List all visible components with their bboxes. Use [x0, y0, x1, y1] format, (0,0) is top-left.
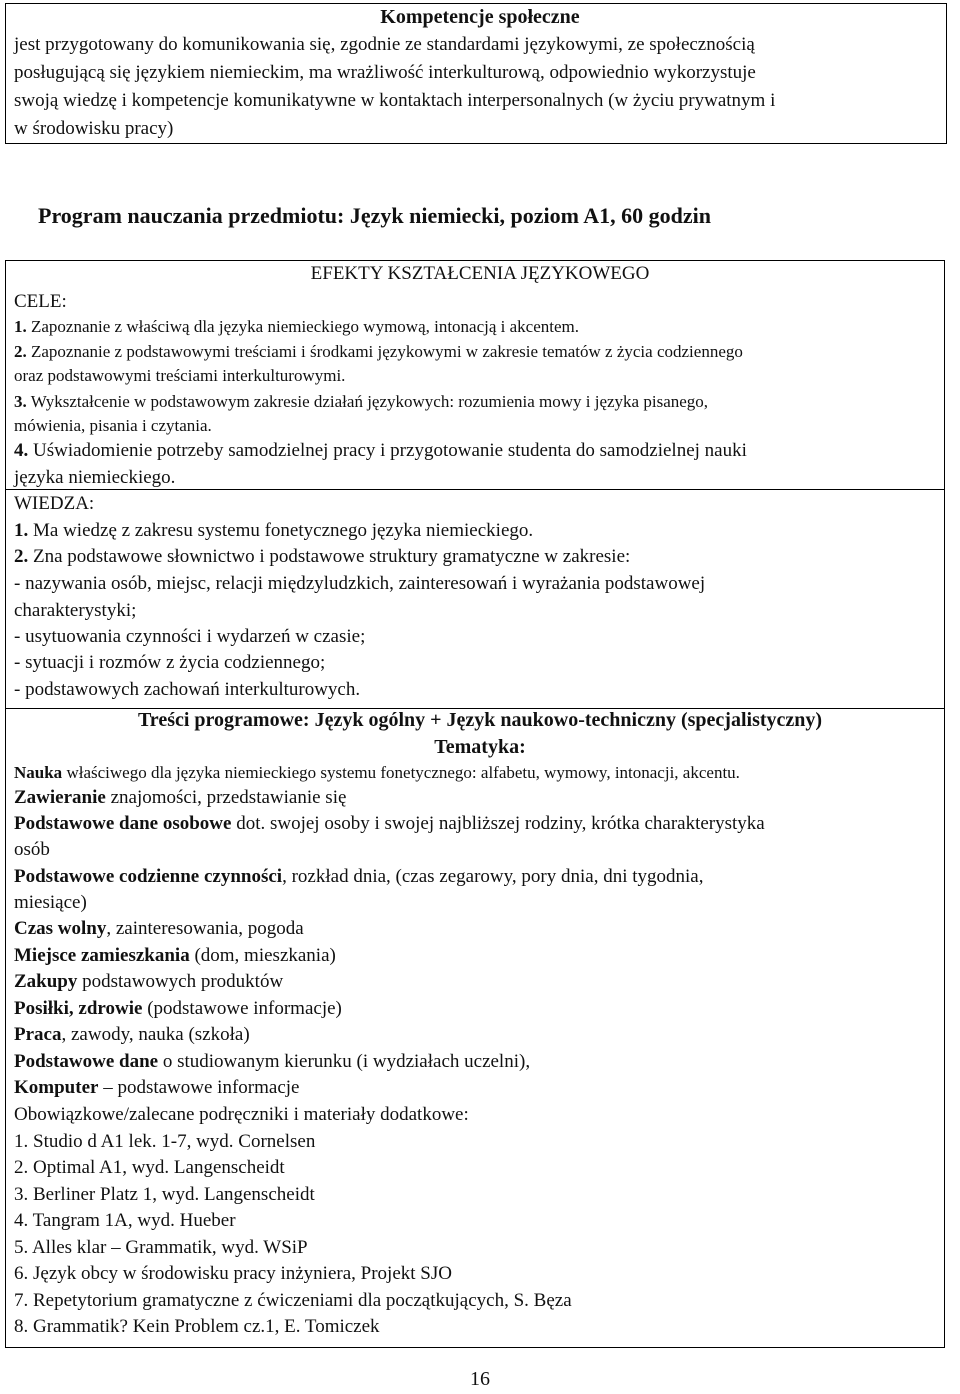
goal-3-cont: mówienia, pisania i czytania. [14, 416, 212, 435]
book-1: 1. Studio d A1 lek. 1-7, wyd. Cornelsen [14, 1131, 316, 1152]
topic-7: Zakupy podstawowych produktów [14, 971, 284, 992]
wiedza-sub-1: - nazywania osób, miejsc, relacji międzyludzkich, zainteresowań i wyrażania podstawowej [14, 573, 706, 594]
goal-3: 3. Wykształcenie w podstawowym zakresie działań językowych: rozumienia mowy i języka pisanego, [14, 392, 709, 411]
topic-9: Praca, zawody, nauka (szkoła) [14, 1024, 250, 1045]
book-2: 2. Optimal A1, wyd. Langenscheidt [14, 1157, 285, 1178]
wiedza-sub-4: - sytuacji i rozmów z życia codziennego; [14, 652, 326, 673]
goal-4-cont: języka niemieckiego. [14, 467, 176, 488]
topic-4: Podstawowe codzienne czynności, rozkład dnia, (czas zegarowy, pory dnia, dni tygodnia, [14, 866, 704, 887]
competence-line-2: posługującą się językiem niemieckim, ma wrażliwość interkulturową, odpowiednio wykorzystuje [14, 62, 756, 83]
topic-1: Nauka właściwego dla języka niemieckiego systemu fonetycznego: alfabetu, wymowy, intonacji, akcentu. [14, 763, 740, 782]
books-heading: Obowiązkowe/zalecane podręczniki i materiały dodatkowe: [14, 1104, 469, 1125]
book-3: 3. Berliner Platz 1, wyd. Langenscheidt [14, 1184, 315, 1205]
competence-line-4: w środowisku pracy) [14, 118, 174, 139]
competence-heading: Kompetencje społeczne [380, 6, 580, 28]
topic-3: Podstawowe dane osobowe dot. swojej osoby i swojej najbliższej rodziny, krótka charakterystyka [14, 813, 765, 834]
wiedza-sub-5: - podstawowych zachowań interkulturowych. [14, 679, 361, 700]
topic-4-cont: miesiące) [14, 892, 87, 913]
wiedza-sub-2: charakterystyki; [14, 600, 137, 621]
book-7: 7. Repetytorium gramatyczne z ćwiczeniami dla początkujących, S. Bęza [14, 1290, 572, 1311]
topic-3-cont: osób [14, 839, 50, 860]
competence-line-1: jest przygotowany do komunikowania się, zgodnie ze standardami językowymi, ze społecznością [14, 34, 755, 55]
competence-line-3: swoją wiedzę i kompetencje komunikatywne w kontaktach interpersonalnych (w życiu prywatnym i [14, 90, 776, 111]
goal-1: 1. Zapoznanie z właściwą dla języka niemieckiego wymową, intonacją i akcentem. [14, 317, 580, 336]
wiedza-label: WIEDZA: [14, 493, 95, 514]
book-8: 8. Grammatik? Kein Problem cz.1, E. Tomiczek [14, 1316, 380, 1337]
wiedza-item-1: 1. Ma wiedzę z zakresu systemu fonetycznego języka niemieckiego. [14, 520, 534, 541]
page-number: 16 [470, 1368, 490, 1390]
book-6: 6. Język obcy w środowisku pracy inżyniera, Projekt SJO [14, 1263, 452, 1284]
wiedza-sub-3: - usytuowania czynności i wydarzeń w czasie; [14, 626, 366, 647]
topic-11: Komputer – podstawowe informacje [14, 1077, 300, 1098]
program-title: Program nauczania przedmiotu: Język niemiecki, poziom A1, 60 godzin [38, 203, 711, 228]
topic-6: Miejsce zamieszkania (dom, mieszkania) [14, 945, 336, 966]
topic-8: Posiłki, zdrowie (podstawowe informacje) [14, 998, 342, 1019]
topic-2: Zawieranie znajomości, przedstawianie się [14, 787, 347, 808]
wiedza-item-2: 2. Zna podstawowe słownictwo i podstawowe struktury gramatyczne w zakresie: [14, 546, 631, 567]
topic-5: Czas wolny, zainteresowania, pogoda [14, 918, 304, 939]
book-5: 5. Alles klar – Grammatik, wyd. WSiP [14, 1237, 308, 1258]
book-4: 4. Tangram 1A, wyd. Hueber [14, 1210, 236, 1231]
goal-2-cont: oraz podstawowymi treściami interkulturowymi. [14, 366, 346, 385]
effects-heading: EFEKTY KSZTAŁCENIA JĘZYKOWEGO [310, 263, 650, 284]
content-heading: Treści programowe: Język ogólny + Język naukowo-techniczny (specjalistyczny) [137, 709, 823, 731]
content-subheading: Tematyka: [434, 736, 526, 758]
topic-10: Podstawowe dane o studiowanym kierunku (i wydziałach uczelni), [14, 1051, 531, 1072]
goal-4: 4. Uświadomienie potrzeby samodzielnej pracy i przygotowanie studenta do samodzielnej nauki [14, 440, 747, 461]
cele-label: CELE: [14, 291, 67, 312]
goal-2: 2. Zapoznanie z podstawowymi treściami i środkami językowymi w zakresie tematów z życia codziennego [14, 342, 743, 361]
